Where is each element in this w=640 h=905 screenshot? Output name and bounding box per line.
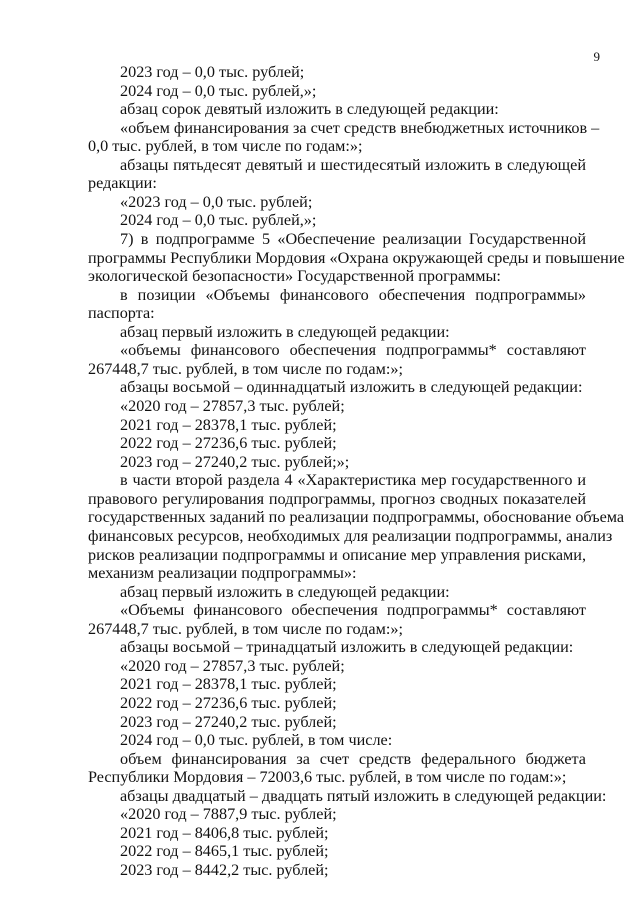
text-line: 2022 год – 8465,1 тыс. рублей; <box>120 842 329 861</box>
text-line: в части второй раздела 4 «Характеристика мер государственного и <box>120 471 586 490</box>
text-line: 2024 год – 0,0 тыс. рублей,»; <box>120 81 317 100</box>
text-line: государственных заданий по реализации подпрограммы, обоснование объема <box>88 508 625 527</box>
text-line: «объемы финансового обеспечения подпрограммы* составляют <box>120 341 586 360</box>
text-line: 2023 год – 27240,2 тыс. рублей; <box>120 712 337 731</box>
text-line: «2020 год – 27857,3 тыс. рублей; <box>120 397 345 416</box>
text-line: абзацы пятьдесят девятый и шестидесятый изложить в следующей <box>120 155 586 174</box>
text-line: 2021 год – 8406,8 тыс. рублей; <box>120 823 329 842</box>
text-line: абзацы восьмой – тринадцатый изложить в следующей редакции: <box>120 638 574 657</box>
text-line: программы Республики Мордовия «Охрана окружающей среды и повышение <box>88 248 625 267</box>
text-line: 2021 год – 28378,1 тыс. рублей; <box>120 415 337 434</box>
text-line: «2020 год – 7887,9 тыс. рублей; <box>120 805 337 824</box>
text-line: абзацы восьмой – одиннадцатый изложить в следующей редакции: <box>120 378 583 397</box>
text-line: 2022 год – 27236,6 тыс. рублей; <box>120 693 337 712</box>
text-line: правового регулирования подпрограммы, прогноз сводных показателей <box>88 489 586 508</box>
text-line: механизм реализации подпрограммы»: <box>88 564 357 583</box>
text-line: «Объемы финансового обеспечения подпрограммы* составляют <box>120 601 586 620</box>
text-line: паспорта: <box>88 304 155 323</box>
text-line: 2023 год – 27240,2 тыс. рублей;»; <box>120 452 350 471</box>
text-line: «2023 год – 0,0 тыс. рублей; <box>120 192 313 211</box>
text-line: абзацы двадцатый – двадцать пятый изложить в следующей редакции: <box>120 786 607 805</box>
text-line: 2022 год – 27236,6 тыс. рублей; <box>120 434 337 453</box>
text-line: 0,0 тыс. рублей, в том числе по годам:»; <box>88 137 363 156</box>
text-line: 2024 год – 0,0 тыс. рублей, в том числе: <box>120 731 393 750</box>
text-line: 7) в подпрограмме 5 «Обеспечение реализации Государственной <box>120 230 586 249</box>
text-line: 2024 год – 0,0 тыс. рублей,»; <box>120 211 317 230</box>
text-line: «объем финансирования за счет средств внебюджетных источников – <box>120 118 600 137</box>
text-line: абзац сорок девятый изложить в следующей редакции: <box>120 100 499 119</box>
text-line: 2023 год – 8442,2 тыс. рублей; <box>120 861 329 879</box>
text-line: «2020 год – 27857,3 тыс. рублей; <box>120 656 345 675</box>
text-line: финансовых ресурсов, необходимых для реализации подпрограммы, анализ <box>88 526 613 545</box>
text-line: 267448,7 тыс. рублей, в том числе по годам:»; <box>88 359 403 378</box>
text-line: в позиции «Объемы финансового обеспечения подпрограммы» <box>120 285 586 304</box>
text-line: редакции: <box>88 174 157 193</box>
text-line: Республики Мордовия – 72003,6 тыс. рублей, в том числе по годам:»; <box>88 768 567 787</box>
text-line: абзац первый изложить в следующей редакции: <box>120 582 450 601</box>
text-line: объем финансирования за счет средств федерального бюджета <box>120 749 586 768</box>
text-line: 2023 год – 0,0 тыс. рублей; <box>120 63 305 81</box>
text-line: экологической безопасности» Государственной программы: <box>88 267 501 286</box>
text-line: 267448,7 тыс. рублей, в том числе по годам:»; <box>88 619 403 638</box>
text-line: рисков реализации подпрограммы и описание мер управления рисками, <box>88 545 586 564</box>
text-line: 2021 год – 28378,1 тыс. рублей; <box>120 675 337 694</box>
page-number: 9 <box>593 49 600 64</box>
text-line: абзац первый изложить в следующей редакции: <box>120 322 450 341</box>
